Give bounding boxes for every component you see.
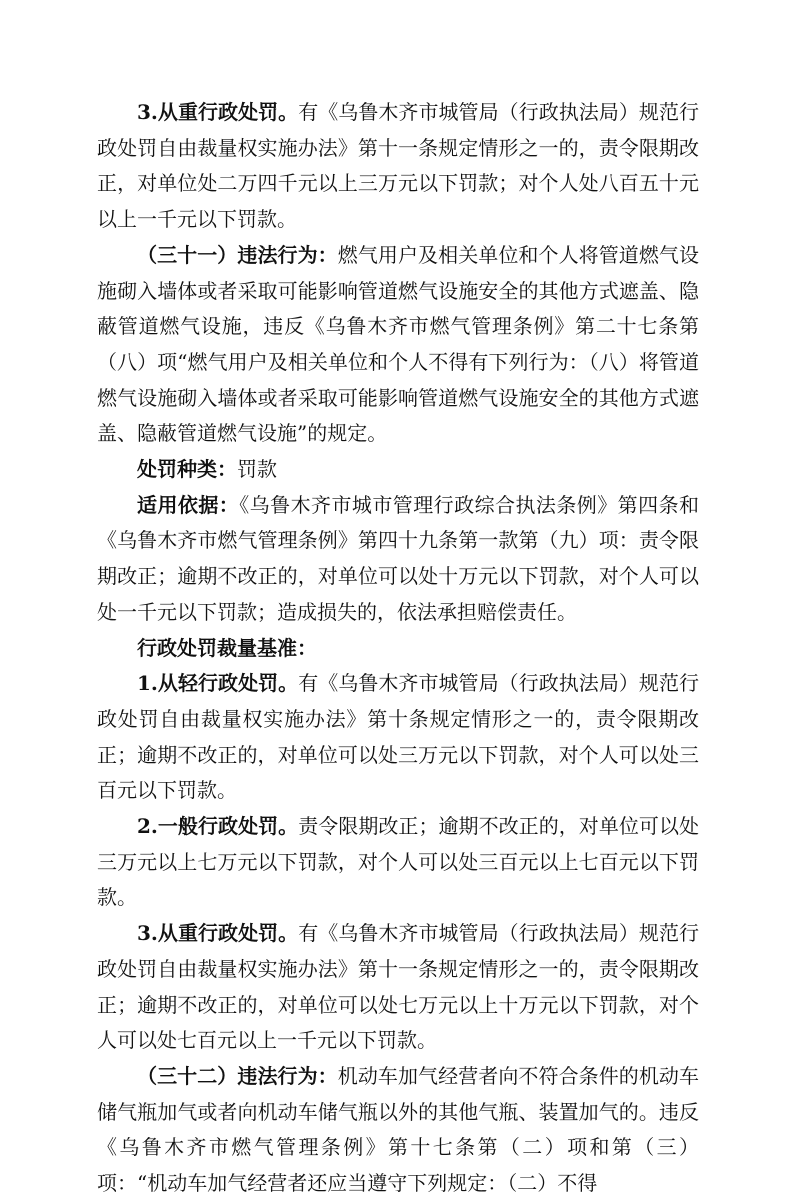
paragraph-text: 燃气用户及相关单位和个人将管道燃气设施砌入墙体或者采取可能影响管道燃气设施安全的其他方式遮盖、隐蔽管道燃气设施，违反《乌鲁木齐市燃气管理条例》第二十七条第（八）项“燃气用户及相关单位和个人不得有下列行为：（八）将管道燃气设施砌入墙体或者采取可能影响管道燃气设施安全的其他方式遮盖、隐蔽管道燃气设施”的规定。 bbox=[97, 242, 700, 446]
paragraph-penalty-type bbox=[97, 452, 699, 488]
paragraph-violation-32 bbox=[97, 1059, 699, 1202]
paragraph-lead: 3.从重行政处罚。 bbox=[137, 100, 299, 124]
paragraph-severe-penalty-1 bbox=[97, 95, 699, 238]
paragraph-violation-31 bbox=[97, 238, 699, 452]
paragraph-lead: （三十一）违法行为： bbox=[137, 242, 338, 267]
heading-discretion-standard bbox=[97, 631, 699, 667]
paragraph-lead: 3.从重行政处罚。 bbox=[137, 921, 299, 946]
paragraph-lenient-penalty bbox=[97, 666, 699, 809]
paragraph-lead: （三十二）违法行为： bbox=[137, 1063, 338, 1088]
paragraph-text: 机动车加气经营者向不符合条件的机动车储气瓶加气或者向机动车储气瓶以外的其他气瓶、装置加气的。违反《乌鲁木齐市燃气管理条例》第十七条第（二）项和第（三）项：“机动车加气经营者还应当遵守下列规定：（二）不得 bbox=[97, 1063, 700, 1196]
paragraph-severe-penalty-2 bbox=[97, 916, 699, 1059]
paragraph-text: 有《乌鲁木齐市城管局（行政执法局）规范行政处罚自由裁量权实施办法》第十一条规定情形之一的，责令限期改正，对单位处二万四千元以上三万元以下罚款；对个人处八百五十元以上一千元以下罚款。 bbox=[97, 100, 699, 232]
paragraph-text: 有《乌鲁木齐市城管局（行政执法局）规范行政处罚自由裁量权实施办法》第十一条规定情形之一的，责令限期改正；逾期不改正的，对单位可以处七万元以上十万元以下罚款，对个人可以处七百元以上一千元以下罚款。 bbox=[97, 921, 699, 1053]
paragraph-text: 有《乌鲁木齐市城管局（行政执法局）规范行政处罚自由裁量权实施办法》第十条规定情形之一的，责令限期改正；逾期不改正的，对单位可以处三万元以下罚款，对个人可以处三百元以下罚款。 bbox=[97, 671, 699, 803]
paragraph-general-penalty bbox=[97, 809, 699, 916]
paragraph-lead: 2.一般行政处罚。 bbox=[137, 814, 299, 839]
paragraph-text: 《乌鲁木齐市城市管理行政综合执法条例》第四条和《乌鲁木齐市燃气管理条例》第四十九条第一款第（九）项：责令限期改正；逾期不改正的，对单位可以处十万元以下罚款，对个人可以处一千元以下罚款；造成损失的，依法承担赔偿责任。 bbox=[97, 492, 700, 624]
paragraph-lead: 1.从轻行政处罚。 bbox=[137, 671, 299, 696]
paragraph-lead: 处罚种类： bbox=[137, 457, 237, 482]
paragraph-text: 责令限期改正；逾期不改正的，对单位可以处三万元以上七万元以下罚款，对个人可以处三百元以上七百元以下罚款。 bbox=[97, 814, 699, 910]
paragraph-text: 罚款 bbox=[237, 457, 277, 482]
document-body bbox=[97, 95, 699, 1202]
paragraph-lead: 适用依据： bbox=[137, 492, 240, 517]
paragraph-lead: 行政处罚裁量基准： bbox=[137, 635, 317, 660]
paragraph-legal-basis bbox=[97, 488, 699, 631]
